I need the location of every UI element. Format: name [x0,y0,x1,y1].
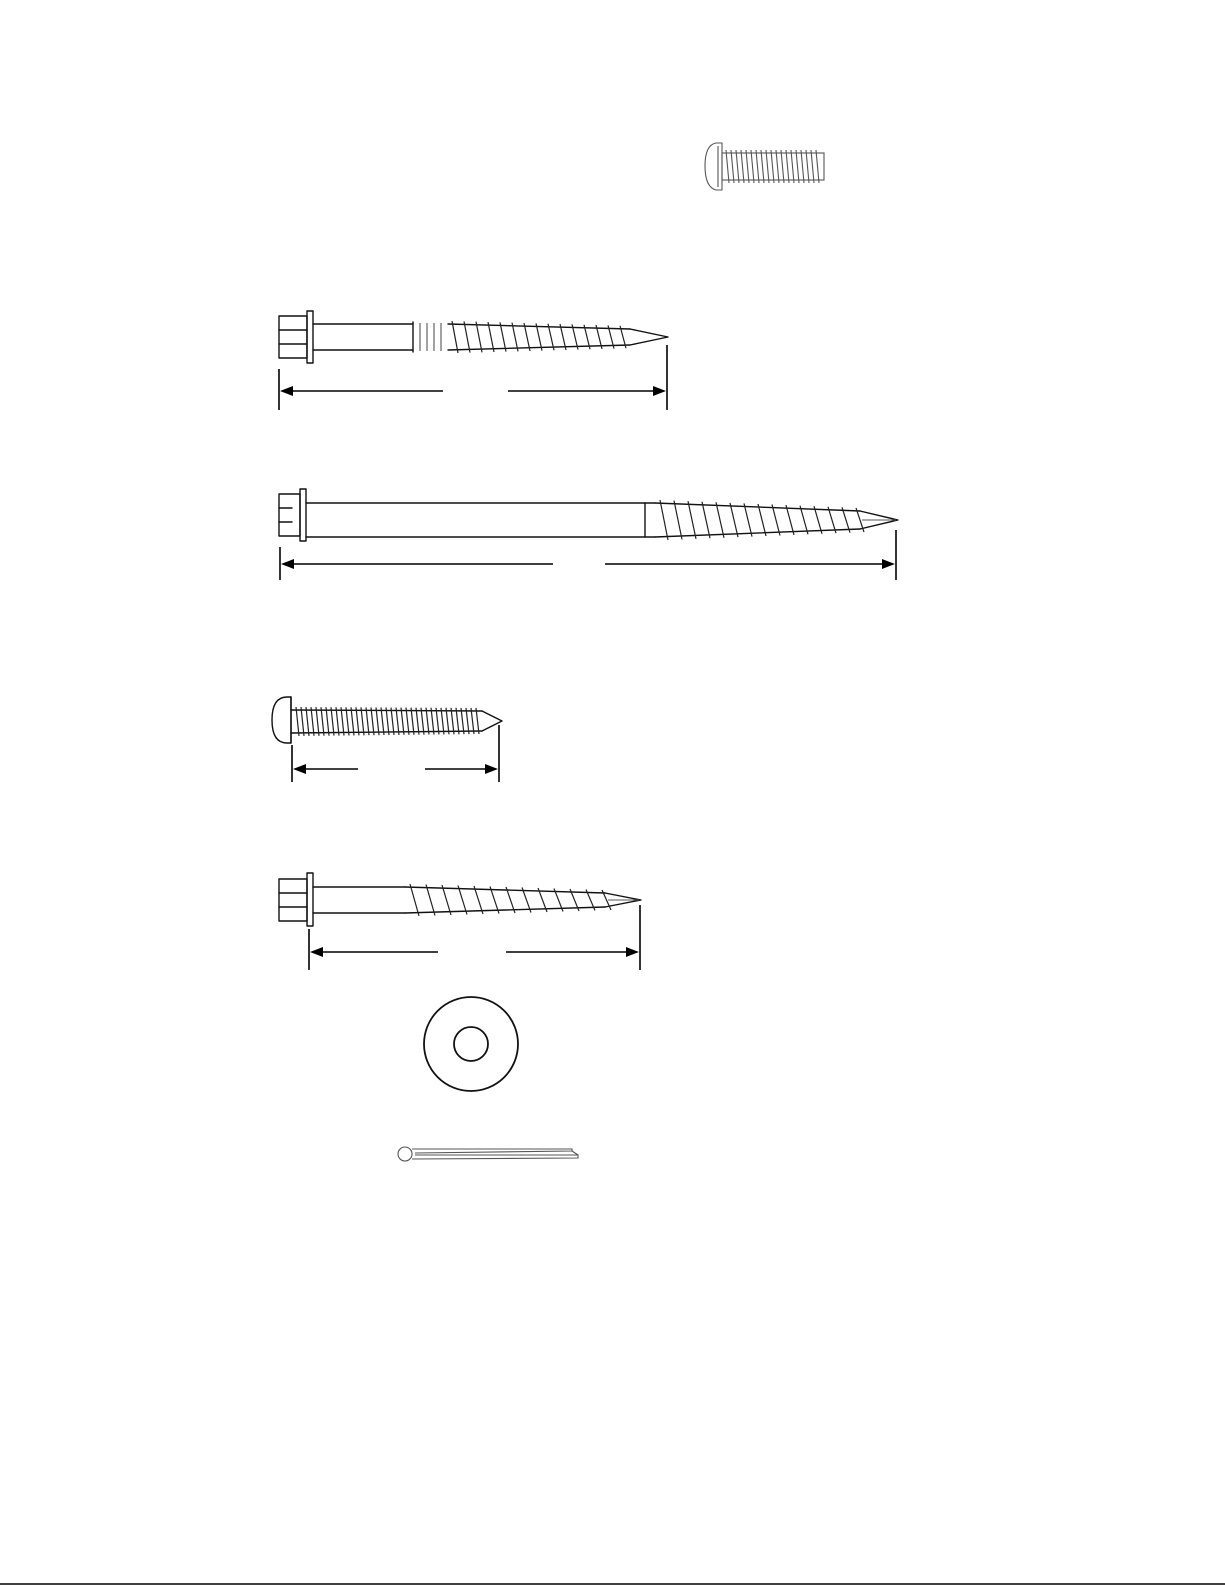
hex-lag-screw-short-icon [279,311,668,363]
dimension-line-pan [292,725,499,782]
hex-lag-screw-long-icon [279,489,898,541]
washer-icon [424,997,518,1091]
cotter-pin-icon [398,1147,578,1161]
pan-head-screw-icon [272,697,502,743]
button-head-bolt-icon [705,143,824,190]
hex-concrete-screw-icon [279,873,641,926]
dimension-line-lag-short [279,345,667,410]
dimension-line-concrete [309,905,640,970]
